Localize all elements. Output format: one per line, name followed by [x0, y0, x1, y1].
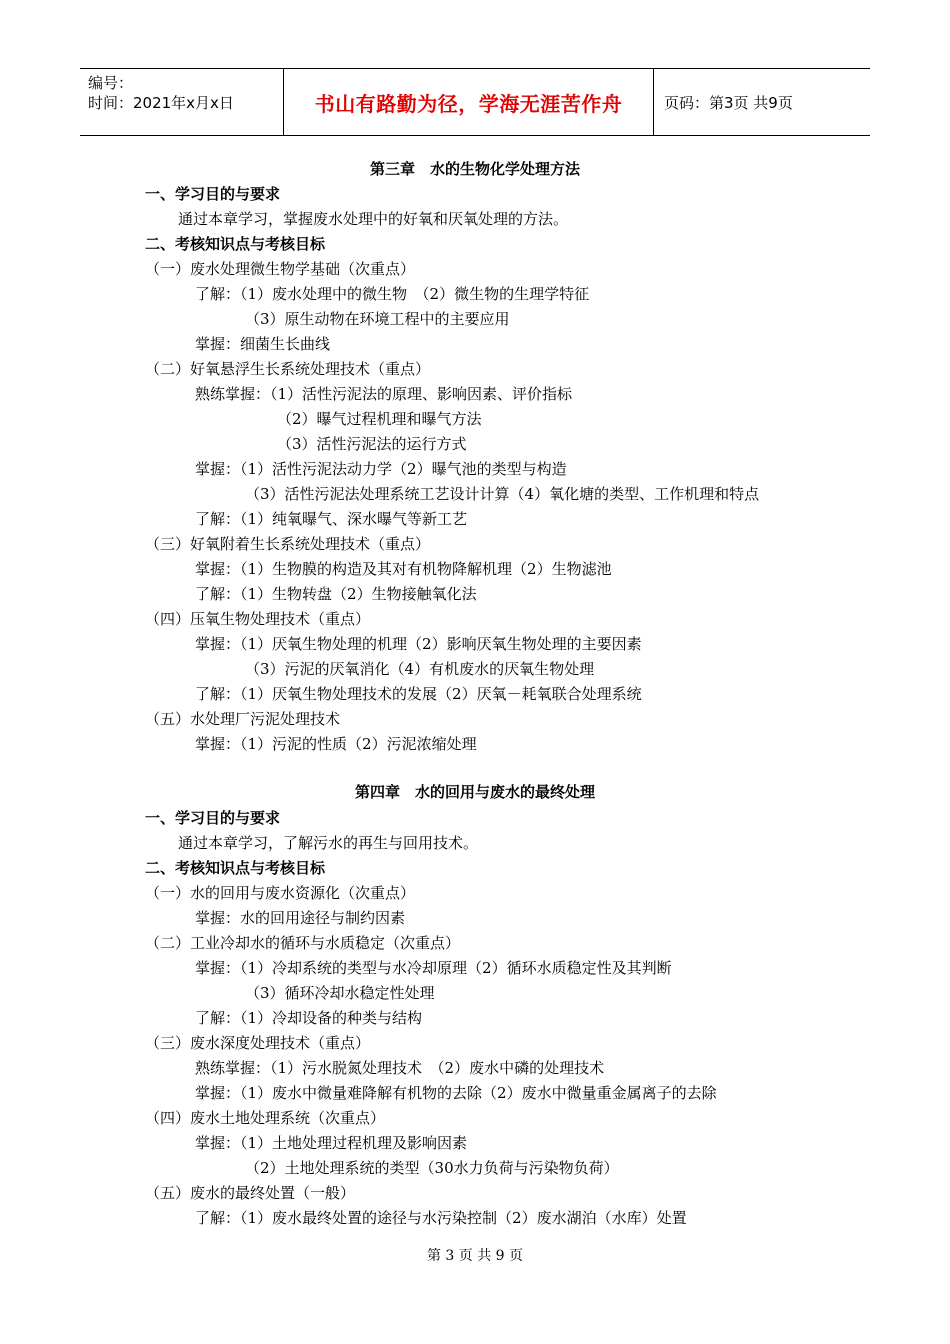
ch4-item-1: （一）水的回用与废水资源化（次重点） [145, 884, 416, 902]
ch3-line: 掌握：（1）污泥的性质（2）污泥浓缩处理 [195, 735, 477, 753]
ch4-line: 熟练掌握：（1）污水脱氮处理技术 （2）废水中磷的处理技术 [195, 1059, 605, 1077]
ch4-item-4: （四）废水土地处理系统（次重点） [145, 1109, 386, 1127]
ch3-item-2: （二）好氧悬浮生长系统处理技术（重点） [145, 360, 431, 378]
ch4-section-1-heading: 一、学习目的与要求 [145, 809, 281, 827]
ch3-line: （2）曝气过程机理和曝气方法 [277, 410, 482, 428]
ch4-section-1-text: 通过本章学习，了解污水的再生与回用技术。 [178, 834, 479, 852]
ch4-item-3: （三）废水深度处理技术（重点） [145, 1034, 371, 1052]
page-header [80, 68, 870, 136]
ch3-line: 了解：（1）纯氧曝气、深水曝气等新工艺 [195, 510, 468, 528]
ch3-line: 熟练掌握：（1）活性污泥法的原理、影响因素、评价指标 [195, 385, 573, 403]
ch3-line: （3）活性污泥法的运行方式 [277, 435, 467, 453]
ch4-line: 掌握：（1）废水中微量难降解有机物的去除（2）废水中微量重金属离子的去除 [195, 1084, 717, 1102]
header-motto: 书山有路勤为径，学海无涯苦作舟 [284, 69, 654, 135]
ch3-item-1: （一）废水处理微生物学基础（次重点） [145, 260, 416, 278]
ch4-line: 掌握：水的回用途径与制约因素 [195, 909, 406, 927]
doc-number-label: 编号： [88, 74, 134, 92]
ch3-line: 掌握：细菌生长曲线 [195, 335, 331, 353]
ch3-line: 掌握：（1）生物膜的构造及其对有机物降解机理（2）生物滤池 [195, 560, 612, 578]
chapter-3-title: 第三章 水的生物化学处理方法 [369, 160, 580, 178]
ch3-line: （3）原生动物在环境工程中的主要应用 [245, 310, 510, 328]
chapter-4-title: 第四章 水的回用与废水的最终处理 [354, 783, 595, 801]
ch4-line: 掌握：（1）冷却系统的类型与水冷却原理（2）循环水质稳定性及其判断 [195, 959, 672, 977]
ch3-line: 了解：（1）厌氧生物处理技术的发展（2）厌氧－耗氧联合处理系统 [195, 685, 642, 703]
ch3-section-2-heading: 二、考核知识点与考核目标 [145, 235, 326, 253]
ch4-line: （2）土地处理系统的类型（30水力负荷与污染物负荷） [245, 1159, 619, 1177]
header-meta [80, 69, 284, 135]
page-footer: 第 3 页 共 9 页 [426, 1248, 524, 1264]
ch3-line: 了解：（1）生物转盘（2）生物接触氧化法 [195, 585, 477, 603]
ch4-item-2: （二）工业冷却水的循环与水质稳定（次重点） [145, 934, 461, 952]
ch3-item-4: （四）压氧生物处理技术（重点） [145, 610, 371, 628]
ch3-line: （3）活性污泥法处理系统工艺设计计算（4）氧化塘的类型、工作机理和特点 [245, 485, 760, 503]
ch4-section-2-heading: 二、考核知识点与考核目标 [145, 859, 326, 877]
ch4-line: （3）循环冷却水稳定性处理 [245, 984, 435, 1002]
ch3-line: （3）污泥的厌氧消化（4）有机废水的厌氧生物处理 [245, 660, 595, 678]
ch3-section-1-heading: 一、学习目的与要求 [145, 185, 281, 203]
ch4-line: 了解：（1）冷却设备的种类与结构 [195, 1009, 423, 1027]
ch4-line: 掌握：（1）土地处理过程机理及影响因素 [195, 1134, 468, 1152]
ch3-line: 了解：（1）废水处理中的微生物 （2）微生物的生理学特征 [195, 285, 590, 303]
ch4-line: 了解：（1）废水最终处置的途径与水污染控制（2）废水湖泊（水库）处置 [195, 1209, 687, 1227]
ch3-line: 掌握：（1）活性污泥法动力学（2）曝气池的类型与构造 [195, 460, 567, 478]
doc-date: 时间：2021年x月x日 [88, 94, 234, 112]
ch3-item-5: （五）水处理厂污泥处理技术 [145, 710, 341, 728]
ch3-item-3: （三）好氧附着生长系统处理技术（重点） [145, 535, 431, 553]
ch4-item-5: （五）废水的最终处置（一般） [145, 1184, 356, 1202]
ch3-line: 掌握：（1）厌氧生物处理的机理（2）影响厌氧生物处理的主要因素 [195, 635, 642, 653]
header-page-code: 页码：第3页 共9页 [664, 93, 793, 112]
ch3-section-1-text: 通过本章学习，掌握废水处理中的好氧和厌氧处理的方法。 [178, 210, 569, 228]
